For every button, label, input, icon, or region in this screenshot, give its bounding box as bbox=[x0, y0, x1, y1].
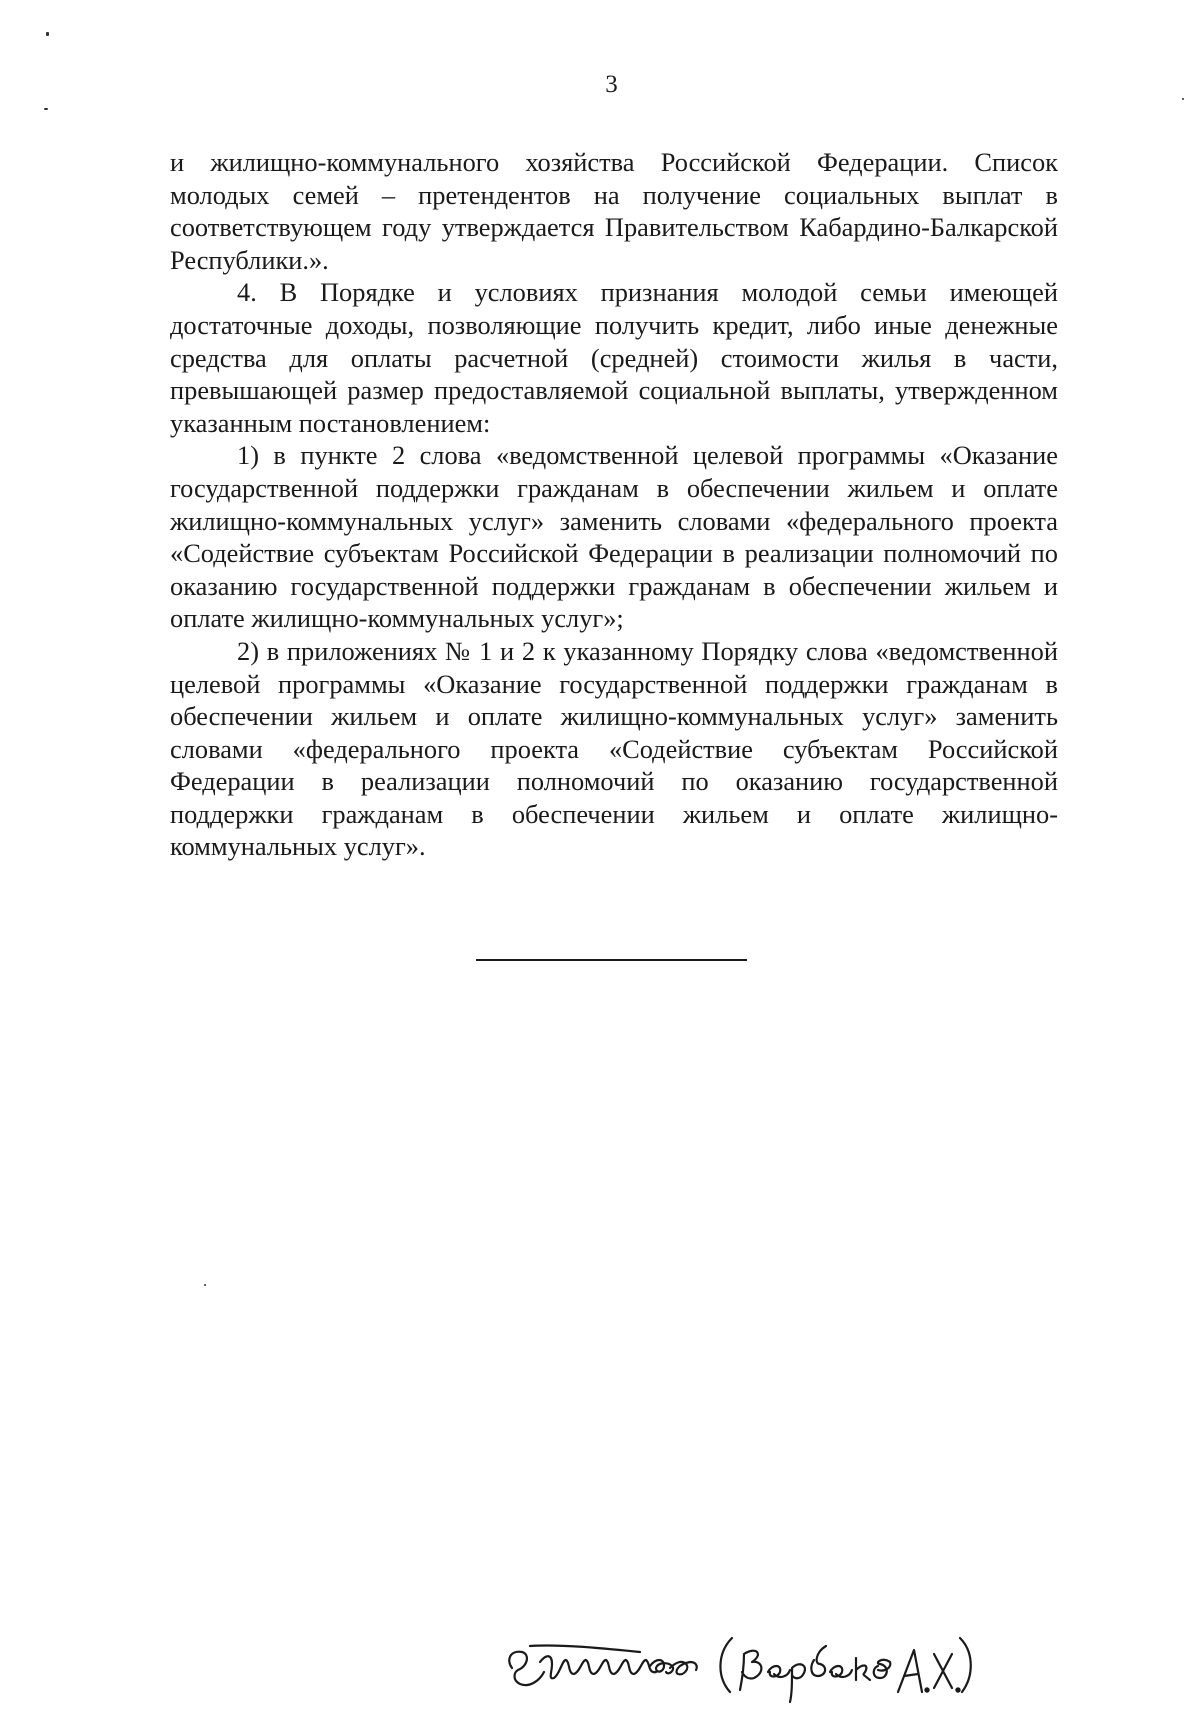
page-number: 3 bbox=[605, 71, 618, 98]
scan-speck bbox=[46, 32, 49, 36]
paragraph-2: 4. В Порядке и условиях признания молодой семьи имеющей достаточные доходы, позволяющие получить кредит, либо иные денежные средства для оплаты расчетной (средней) стоимости жилья в части, превышающей размер предоставляемой социальной выплаты, утвержденном указанным постановлением: bbox=[170, 277, 1058, 438]
scan-speck bbox=[44, 108, 48, 110]
end-of-text-rule bbox=[476, 959, 747, 961]
paragraph-3: 1) в пункте 2 слова «ведомственной целевой программы «Оказание государственной поддержки гражданам в обеспечении жильем и оплате жилищно-коммунальных услуг» заменить словами «федерального проекта «Содействие субъектам Российской Федерации в реализации полномочий по оказанию государственной поддержки гражданам в обеспечении жильем и оплате жилищно-коммунальных услуг»; bbox=[170, 440, 1058, 634]
scan-speck bbox=[1182, 98, 1184, 100]
handwritten-signature bbox=[500, 1610, 980, 1705]
paragraph-4: 2) в приложениях № 1 и 2 к указанному Порядку слова «ведомственной целевой программы «Оказание государственной поддержки гражданам в обеспечении жильем и оплате жилищно-коммунальных услуг» заменить словами «федерального проекта «Содействие субъектам Российской Федерации в реализации полномочий по оказанию государственной поддержки гражданам в обеспечении жильем и оплате жилищно-коммунальных услуг». bbox=[170, 635, 1058, 862]
paragraph-1: и жилищно-коммунального хозяйства Российской Федерации. Список молодых семей – претендентов на получение социальных выплат в соответствующем году утверждается Правительством Кабардино-Балкарской Республики.». bbox=[170, 147, 1058, 275]
document-body bbox=[170, 146, 1058, 863]
scan-speck bbox=[204, 1284, 206, 1286]
